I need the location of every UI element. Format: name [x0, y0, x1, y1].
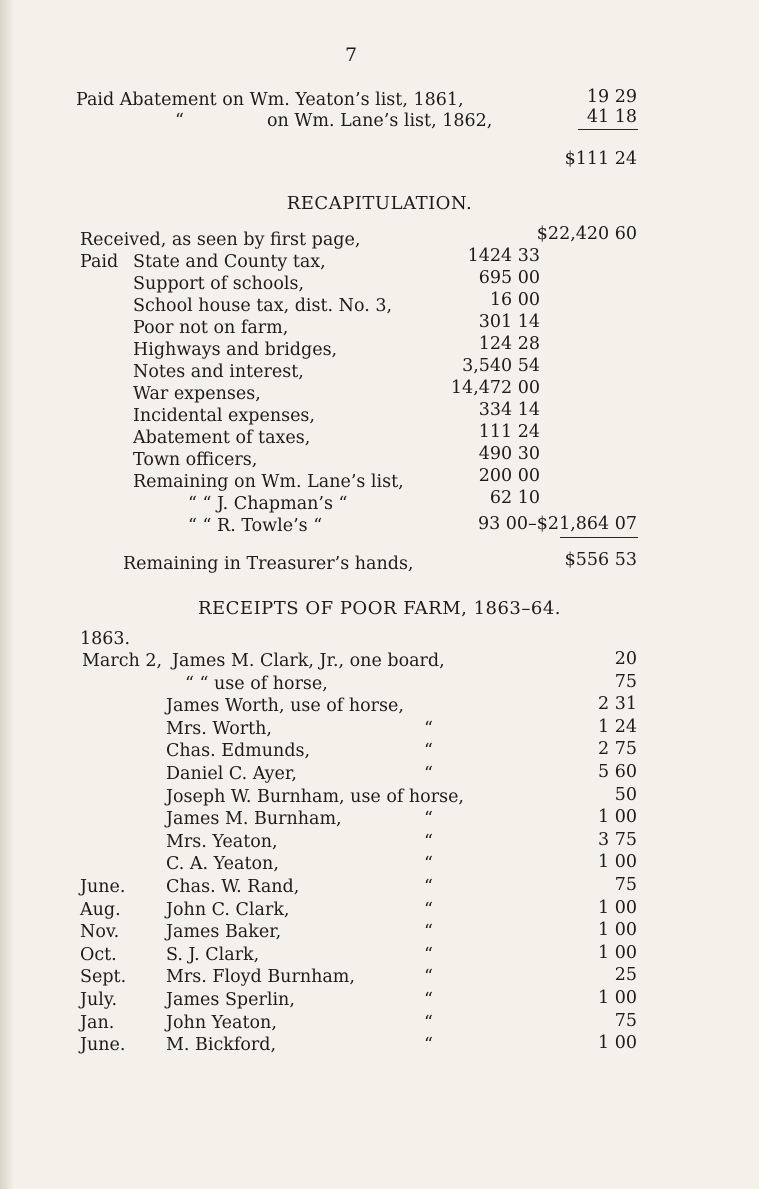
- entry-date: Nov.: [80, 922, 120, 943]
- received-amount: $22,420 60: [536, 224, 637, 244]
- entry-amount: 3 75: [598, 829, 637, 850]
- entry-ditto: “: [424, 899, 433, 920]
- recapitulation-title: RECAPITULATION.: [286, 193, 473, 214]
- entry-amount: 75: [614, 875, 637, 895]
- abatement-total: $111 24: [564, 149, 637, 169]
- entry-ditto: “: [424, 967, 433, 988]
- entry-date: July.: [80, 990, 118, 1010]
- entry-date: Oct.: [80, 944, 117, 965]
- entry-amount: 75: [614, 1010, 637, 1031]
- recap-item-label: “ “ R. Towle’s “: [188, 516, 323, 536]
- entry-name: C. A. Yeaton,: [166, 854, 279, 875]
- received-label: Received, as seen by first page,: [80, 230, 361, 250]
- recap-item-amount: 200 00: [478, 466, 540, 486]
- recap-item-amount: 124 28: [478, 334, 540, 354]
- paid-prefix: Paid: [80, 252, 119, 272]
- recap-item-label: Abatement of taxes,: [133, 428, 311, 448]
- entry-amount: 50: [614, 784, 637, 805]
- recap-item-amount: 490 30: [478, 444, 540, 464]
- entry-amount: 1 00: [598, 852, 637, 873]
- entry-name: Chas. W. Rand,: [166, 877, 300, 897]
- poor-farm-year: 1863.: [80, 629, 131, 649]
- entry-amount: 1 24: [598, 716, 637, 737]
- entry-date: June.: [80, 877, 126, 897]
- recap-item-label: Remaining on Wm. Lane’s list,: [133, 472, 404, 492]
- recap-item-amount: 16 00: [489, 290, 540, 310]
- abatement-total-rule: [578, 129, 638, 130]
- entry-ditto: “: [424, 854, 433, 875]
- entry-name: James M. Clark, Jr., one board,: [172, 651, 445, 671]
- entry-ditto: “: [424, 831, 433, 852]
- entry-ditto: “: [424, 809, 433, 830]
- entry-name: “ “ use of horse,: [185, 673, 328, 694]
- entry-amount: 1 00: [598, 988, 637, 1008]
- entry-name: John C. Clark,: [166, 899, 290, 920]
- entry-name: Mrs. Yeaton,: [166, 831, 278, 852]
- entry-name: S. J. Clark,: [166, 944, 260, 965]
- entry-ditto: “: [424, 764, 433, 784]
- entry-name: Daniel C. Ayer,: [166, 764, 297, 784]
- entry-date: June.: [80, 1035, 126, 1056]
- recap-item-amount: 3,540 54: [462, 356, 540, 376]
- entry-amount: 1 00: [598, 897, 637, 918]
- recap-item-label: State and County tax,: [133, 252, 326, 272]
- entry-name: Chas. Edmunds,: [166, 741, 311, 762]
- recap-item-label: “ “ J. Chapman’s “: [188, 494, 348, 514]
- recap-item-label: School house tax, dist. No. 3,: [133, 296, 393, 316]
- recap-item-label: Poor not on farm,: [133, 318, 289, 338]
- remaining-label: Remaining in Treasurer’s hands,: [123, 554, 414, 574]
- entry-amount: 2 75: [598, 739, 637, 760]
- entry-amount: 25: [614, 965, 637, 986]
- recap-item-amount: 14,472 00: [450, 378, 540, 398]
- entry-ditto: “: [424, 944, 433, 965]
- entry-name: Joseph W. Burnham, use of horse,: [166, 786, 464, 807]
- entry-ditto: “: [424, 922, 433, 943]
- abatement-line-2-amount: 41 18: [586, 107, 637, 127]
- entry-amount: 2 31: [598, 694, 637, 715]
- entry-name: Mrs. Floyd Burnham,: [166, 967, 355, 988]
- entry-amount: 1 00: [598, 920, 637, 941]
- entry-date: Jan.: [80, 1012, 115, 1033]
- entry-amount: 20: [614, 649, 637, 669]
- entry-ditto: “: [424, 1035, 433, 1056]
- entry-date: Sept.: [80, 967, 127, 988]
- recap-item-amount: 695 00: [478, 268, 540, 288]
- entry-amount: 1 00: [598, 942, 637, 963]
- abatement-line-1-amount: 19 29: [586, 87, 637, 107]
- entry-name: James Baker,: [166, 922, 282, 943]
- entry-name: James Worth, use of horse,: [166, 696, 404, 717]
- entry-date: March 2,: [82, 651, 163, 671]
- entry-ditto: “: [424, 877, 433, 897]
- recap-item-amount: 301 14: [478, 312, 540, 332]
- remaining-amount: $556 53: [564, 550, 637, 570]
- recap-item-amount: 111 24: [478, 422, 540, 442]
- entry-name: James M. Burnham,: [166, 809, 342, 830]
- recap-item-amount: 334 14: [478, 400, 540, 420]
- entry-amount: 1 00: [598, 1033, 637, 1054]
- recap-item-label: Support of schools,: [133, 274, 305, 294]
- poor-farm-title: RECEIPTS OF POOR FARM, 1863–64.: [197, 598, 562, 619]
- recap-item-label: War expenses,: [133, 384, 261, 404]
- entry-name: John Yeaton,: [166, 1012, 277, 1033]
- entry-amount: 1 00: [598, 807, 637, 828]
- page-number: 7: [345, 44, 358, 66]
- entry-amount: 5 60: [598, 762, 637, 782]
- recap-item-label: Highways and bridges,: [133, 340, 338, 360]
- entry-ditto: “: [424, 990, 433, 1010]
- entry-name: M. Bickford,: [166, 1035, 277, 1056]
- entry-ditto: “: [424, 741, 433, 762]
- recap-item-label: Incidental expenses,: [133, 406, 315, 426]
- entry-amount: 75: [614, 671, 637, 692]
- recap-item-amount: 62 10: [489, 488, 540, 508]
- abatement-line-1-label: Paid Abatement on Wm. Yeaton’s list, 1861,: [76, 90, 464, 110]
- recap-item-label: Town officers,: [133, 450, 258, 470]
- entry-date: Aug.: [80, 899, 121, 920]
- entry-name: James Sperlin,: [166, 990, 295, 1010]
- abatement-line-2-label: on Wm. Lane’s list, 1862,: [267, 111, 493, 131]
- recap-item-label: Notes and interest,: [133, 362, 304, 382]
- entry-name: Mrs. Worth,: [166, 718, 272, 739]
- entry-ditto: “: [424, 718, 433, 739]
- recap-item-amount: 93 00–$21,864 07: [477, 514, 637, 534]
- recap-item-amount: 1424 33: [467, 246, 540, 266]
- abatement-line-2-ditto: “: [175, 111, 184, 131]
- entry-ditto: “: [424, 1012, 433, 1033]
- recap-total-rule: [560, 537, 638, 538]
